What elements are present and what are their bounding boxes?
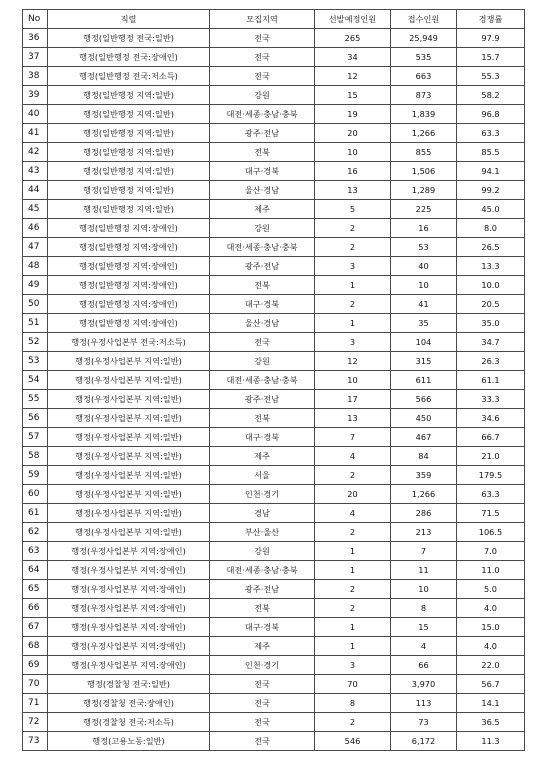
cell-ratio: 94.1 [457, 162, 525, 181]
cell-applicants: 1,839 [391, 105, 457, 124]
cell-ratio: 71.5 [457, 504, 525, 523]
header-planned: 선발예정인원 [315, 10, 391, 29]
cell-no: 56 [23, 409, 48, 428]
cell-region: 전북 [210, 409, 315, 428]
cell-position: 행정(우정사업본부 지역:장애인) [48, 618, 210, 637]
cell-ratio: 33.3 [457, 390, 525, 409]
cell-position: 행정(우정사업본부 지역:일반) [48, 447, 210, 466]
table-row [23, 124, 525, 143]
cell-applicants: 11 [391, 561, 457, 580]
table-row [23, 219, 525, 238]
cell-region: 전국 [210, 48, 315, 67]
cell-planned: 1 [315, 314, 391, 333]
cell-position: 행정(우정사업본부 지역:일반) [48, 523, 210, 542]
cell-ratio: 58.2 [457, 86, 525, 105]
cell-ratio: 96.8 [457, 105, 525, 124]
cell-region: 전북 [210, 143, 315, 162]
cell-position: 행정(우정사업본부 지역:일반) [48, 504, 210, 523]
cell-applicants: 873 [391, 86, 457, 105]
cell-applicants: 566 [391, 390, 457, 409]
cell-position: 행정(고용노동:일반) [48, 732, 210, 751]
recruitment-table [22, 9, 525, 751]
cell-ratio: 5.0 [457, 580, 525, 599]
header-applicants: 접수인원 [391, 10, 457, 29]
cell-ratio: 63.3 [457, 124, 525, 143]
cell-applicants: 40 [391, 257, 457, 276]
cell-no: 44 [23, 181, 48, 200]
cell-position: 행정(일반행정 지역:일반) [48, 124, 210, 143]
cell-applicants: 15 [391, 618, 457, 637]
cell-position: 행정(일반행정 전국:일반) [48, 29, 210, 48]
cell-region: 전국 [210, 67, 315, 86]
header-no: No [23, 10, 48, 29]
cell-planned: 10 [315, 371, 391, 390]
cell-planned: 13 [315, 409, 391, 428]
cell-position: 행정(일반행정 지역:일반) [48, 86, 210, 105]
cell-planned: 3 [315, 656, 391, 675]
cell-position: 행정(일반행정 지역:장애인) [48, 276, 210, 295]
cell-applicants: 4 [391, 637, 457, 656]
cell-no: 43 [23, 162, 48, 181]
cell-region: 울산·경남 [210, 181, 315, 200]
table-body [23, 29, 525, 751]
cell-position: 행정(우정사업본부 지역:일반) [48, 352, 210, 371]
table-row [23, 333, 525, 352]
cell-ratio: 34.7 [457, 333, 525, 352]
cell-no: 65 [23, 580, 48, 599]
cell-region: 제주 [210, 200, 315, 219]
cell-no: 48 [23, 257, 48, 276]
cell-position: 행정(경찰청 전국:일반) [48, 675, 210, 694]
table-row [23, 618, 525, 637]
cell-no: 66 [23, 599, 48, 618]
table-row [23, 656, 525, 675]
cell-planned: 2 [315, 219, 391, 238]
table-row [23, 580, 525, 599]
cell-applicants: 286 [391, 504, 457, 523]
cell-no: 40 [23, 105, 48, 124]
cell-region: 대구·경북 [210, 428, 315, 447]
cell-ratio: 11.3 [457, 732, 525, 751]
cell-planned: 2 [315, 713, 391, 732]
table-row [23, 352, 525, 371]
table-row [23, 86, 525, 105]
cell-position: 행정(우정사업본부 지역:일반) [48, 409, 210, 428]
table-row [23, 732, 525, 751]
cell-applicants: 1,289 [391, 181, 457, 200]
table-row [23, 105, 525, 124]
cell-position: 행정(일반행정 전국:장애인) [48, 48, 210, 67]
cell-position: 행정(일반행정 지역:일반) [48, 143, 210, 162]
cell-no: 69 [23, 656, 48, 675]
cell-no: 71 [23, 694, 48, 713]
cell-no: 47 [23, 238, 48, 257]
cell-applicants: 10 [391, 276, 457, 295]
table-row [23, 390, 525, 409]
table-row [23, 599, 525, 618]
cell-region: 전국 [210, 333, 315, 352]
cell-no: 72 [23, 713, 48, 732]
cell-region: 대전·세종·충남·충북 [210, 371, 315, 390]
cell-planned: 546 [315, 732, 391, 751]
cell-planned: 34 [315, 48, 391, 67]
table-row [23, 561, 525, 580]
cell-applicants: 25,949 [391, 29, 457, 48]
cell-region: 강원 [210, 352, 315, 371]
cell-applicants: 359 [391, 466, 457, 485]
cell-applicants: 35 [391, 314, 457, 333]
cell-position: 행정(일반행정 지역:장애인) [48, 219, 210, 238]
cell-planned: 10 [315, 143, 391, 162]
cell-region: 강원 [210, 86, 315, 105]
cell-no: 41 [23, 124, 48, 143]
cell-applicants: 16 [391, 219, 457, 238]
cell-region: 대전·세종·충남·충북 [210, 561, 315, 580]
cell-position: 행정(일반행정 지역:장애인) [48, 295, 210, 314]
cell-no: 45 [23, 200, 48, 219]
cell-position: 행정(경찰청 전국:장애인) [48, 694, 210, 713]
cell-applicants: 535 [391, 48, 457, 67]
cell-position: 행정(일반행정 지역:일반) [48, 200, 210, 219]
cell-applicants: 10 [391, 580, 457, 599]
cell-ratio: 14.1 [457, 694, 525, 713]
cell-region: 전국 [210, 29, 315, 48]
cell-position: 행정(우정사업본부 지역:일반) [48, 428, 210, 447]
cell-position: 행정(우정사업본부 지역:장애인) [48, 542, 210, 561]
cell-planned: 1 [315, 276, 391, 295]
cell-region: 대구·경북 [210, 162, 315, 181]
cell-applicants: 6,172 [391, 732, 457, 751]
table-row [23, 162, 525, 181]
cell-position: 행정(일반행정 지역:일반) [48, 105, 210, 124]
cell-no: 51 [23, 314, 48, 333]
cell-ratio: 35.0 [457, 314, 525, 333]
cell-region: 광주·전남 [210, 257, 315, 276]
cell-no: 63 [23, 542, 48, 561]
cell-ratio: 34.6 [457, 409, 525, 428]
cell-applicants: 8 [391, 599, 457, 618]
cell-position: 행정(우정사업본부 지역:장애인) [48, 637, 210, 656]
cell-region: 전국 [210, 694, 315, 713]
table-row [23, 542, 525, 561]
cell-position: 행정(우정사업본부 전국:저소득) [48, 333, 210, 352]
cell-planned: 20 [315, 124, 391, 143]
cell-region: 제주 [210, 447, 315, 466]
cell-no: 39 [23, 86, 48, 105]
cell-applicants: 450 [391, 409, 457, 428]
cell-applicants: 467 [391, 428, 457, 447]
cell-applicants: 1,266 [391, 124, 457, 143]
cell-no: 42 [23, 143, 48, 162]
cell-applicants: 53 [391, 238, 457, 257]
cell-region: 전국 [210, 675, 315, 694]
cell-ratio: 4.0 [457, 637, 525, 656]
table-row [23, 447, 525, 466]
cell-region: 전북 [210, 599, 315, 618]
cell-ratio: 26.3 [457, 352, 525, 371]
cell-position: 행정(우정사업본부 지역:일반) [48, 485, 210, 504]
cell-ratio: 55.3 [457, 67, 525, 86]
cell-no: 58 [23, 447, 48, 466]
cell-planned: 13 [315, 181, 391, 200]
cell-no: 60 [23, 485, 48, 504]
table-row [23, 466, 525, 485]
cell-no: 73 [23, 732, 48, 751]
cell-region: 경남 [210, 504, 315, 523]
cell-region: 전북 [210, 276, 315, 295]
cell-position: 행정(일반행정 지역:장애인) [48, 257, 210, 276]
cell-position: 행정(일반행정 전국:저소득) [48, 67, 210, 86]
cell-planned: 5 [315, 200, 391, 219]
cell-ratio: 63.3 [457, 485, 525, 504]
cell-region: 강원 [210, 219, 315, 238]
cell-planned: 3 [315, 257, 391, 276]
cell-applicants: 315 [391, 352, 457, 371]
cell-applicants: 225 [391, 200, 457, 219]
table-row [23, 371, 525, 390]
cell-region: 인천·경기 [210, 656, 315, 675]
cell-ratio: 20.5 [457, 295, 525, 314]
cell-region: 제주 [210, 637, 315, 656]
cell-applicants: 3,970 [391, 675, 457, 694]
cell-region: 광주·전남 [210, 580, 315, 599]
cell-planned: 1 [315, 561, 391, 580]
table-row [23, 238, 525, 257]
cell-no: 36 [23, 29, 48, 48]
cell-position: 행정(우정사업본부 지역:일반) [48, 466, 210, 485]
cell-ratio: 45.0 [457, 200, 525, 219]
cell-planned: 2 [315, 580, 391, 599]
cell-applicants: 66 [391, 656, 457, 675]
cell-no: 68 [23, 637, 48, 656]
cell-region: 대전·세종·충남·충북 [210, 105, 315, 124]
cell-no: 59 [23, 466, 48, 485]
cell-position: 행정(경찰청 전국:저소득) [48, 713, 210, 732]
cell-planned: 17 [315, 390, 391, 409]
cell-applicants: 1,266 [391, 485, 457, 504]
cell-region: 전국 [210, 713, 315, 732]
cell-applicants: 7 [391, 542, 457, 561]
cell-planned: 2 [315, 599, 391, 618]
cell-planned: 1 [315, 637, 391, 656]
table-row [23, 29, 525, 48]
cell-applicants: 41 [391, 295, 457, 314]
cell-ratio: 66.7 [457, 428, 525, 447]
cell-no: 50 [23, 295, 48, 314]
cell-planned: 4 [315, 504, 391, 523]
cell-position: 행정(우정사업본부 지역:일반) [48, 371, 210, 390]
cell-no: 57 [23, 428, 48, 447]
cell-region: 대전·세종·충남·충북 [210, 238, 315, 257]
cell-ratio: 15.7 [457, 48, 525, 67]
cell-position: 행정(일반행정 지역:일반) [48, 162, 210, 181]
cell-ratio: 36.5 [457, 713, 525, 732]
cell-applicants: 213 [391, 523, 457, 542]
cell-planned: 19 [315, 105, 391, 124]
header-ratio: 경쟁률 [457, 10, 525, 29]
cell-planned: 15 [315, 86, 391, 105]
cell-planned: 20 [315, 485, 391, 504]
cell-region: 부산·울산 [210, 523, 315, 542]
header-position: 직렬 [48, 10, 210, 29]
cell-ratio: 7.0 [457, 542, 525, 561]
cell-ratio: 106.5 [457, 523, 525, 542]
table-row [23, 485, 525, 504]
cell-applicants: 104 [391, 333, 457, 352]
cell-no: 52 [23, 333, 48, 352]
cell-planned: 12 [315, 67, 391, 86]
cell-planned: 7 [315, 428, 391, 447]
cell-region: 광주·전남 [210, 390, 315, 409]
cell-region: 전국 [210, 732, 315, 751]
header-region: 모집지역 [210, 10, 315, 29]
cell-planned: 2 [315, 295, 391, 314]
cell-ratio: 85.5 [457, 143, 525, 162]
cell-ratio: 13.3 [457, 257, 525, 276]
cell-region: 서울 [210, 466, 315, 485]
cell-applicants: 84 [391, 447, 457, 466]
table-row [23, 675, 525, 694]
cell-planned: 2 [315, 523, 391, 542]
cell-position: 행정(우정사업본부 지역:장애인) [48, 656, 210, 675]
cell-position: 행정(일반행정 지역:장애인) [48, 314, 210, 333]
cell-planned: 2 [315, 466, 391, 485]
cell-no: 38 [23, 67, 48, 86]
table-row [23, 637, 525, 656]
cell-no: 37 [23, 48, 48, 67]
cell-no: 70 [23, 675, 48, 694]
cell-applicants: 663 [391, 67, 457, 86]
table-row [23, 200, 525, 219]
cell-planned: 3 [315, 333, 391, 352]
cell-applicants: 73 [391, 713, 457, 732]
table-row [23, 504, 525, 523]
table-row [23, 67, 525, 86]
table-row [23, 257, 525, 276]
table-row [23, 276, 525, 295]
cell-position: 행정(일반행정 지역:장애인) [48, 238, 210, 257]
cell-no: 49 [23, 276, 48, 295]
table-row [23, 713, 525, 732]
table-row [23, 181, 525, 200]
cell-no: 64 [23, 561, 48, 580]
cell-planned: 16 [315, 162, 391, 181]
cell-no: 46 [23, 219, 48, 238]
cell-ratio: 21.0 [457, 447, 525, 466]
cell-planned: 12 [315, 352, 391, 371]
cell-ratio: 22.0 [457, 656, 525, 675]
cell-planned: 1 [315, 618, 391, 637]
cell-ratio: 15.0 [457, 618, 525, 637]
cell-applicants: 1,506 [391, 162, 457, 181]
table-row [23, 143, 525, 162]
table-row [23, 428, 525, 447]
cell-planned: 1 [315, 542, 391, 561]
cell-planned: 2 [315, 238, 391, 257]
cell-ratio: 10.0 [457, 276, 525, 295]
table-row [23, 523, 525, 542]
cell-region: 대구·경북 [210, 618, 315, 637]
cell-planned: 265 [315, 29, 391, 48]
cell-no: 55 [23, 390, 48, 409]
cell-no: 62 [23, 523, 48, 542]
cell-position: 행정(우정사업본부 지역:장애인) [48, 561, 210, 580]
cell-ratio: 99.2 [457, 181, 525, 200]
table-row [23, 295, 525, 314]
cell-planned: 4 [315, 447, 391, 466]
cell-ratio: 56.7 [457, 675, 525, 694]
cell-position: 행정(우정사업본부 지역:장애인) [48, 580, 210, 599]
cell-region: 인천·경기 [210, 485, 315, 504]
cell-no: 54 [23, 371, 48, 390]
cell-applicants: 611 [391, 371, 457, 390]
cell-region: 강원 [210, 542, 315, 561]
header-row [23, 10, 525, 29]
cell-applicants: 855 [391, 143, 457, 162]
cell-position: 행정(우정사업본부 지역:장애인) [48, 599, 210, 618]
cell-position: 행정(우정사업본부 지역:일반) [48, 390, 210, 409]
cell-ratio: 179.5 [457, 466, 525, 485]
table-row [23, 314, 525, 333]
cell-ratio: 26.5 [457, 238, 525, 257]
table-row [23, 694, 525, 713]
cell-no: 53 [23, 352, 48, 371]
cell-region: 울산·경남 [210, 314, 315, 333]
table-row [23, 409, 525, 428]
cell-region: 광주·전남 [210, 124, 315, 143]
cell-planned: 70 [315, 675, 391, 694]
cell-ratio: 8.0 [457, 219, 525, 238]
cell-ratio: 97.9 [457, 29, 525, 48]
table-row [23, 48, 525, 67]
cell-ratio: 61.1 [457, 371, 525, 390]
cell-ratio: 4.0 [457, 599, 525, 618]
cell-region: 대구·경북 [210, 295, 315, 314]
cell-applicants: 113 [391, 694, 457, 713]
cell-position: 행정(일반행정 지역:일반) [48, 181, 210, 200]
cell-no: 67 [23, 618, 48, 637]
cell-planned: 8 [315, 694, 391, 713]
cell-no: 61 [23, 504, 48, 523]
cell-ratio: 11.0 [457, 561, 525, 580]
